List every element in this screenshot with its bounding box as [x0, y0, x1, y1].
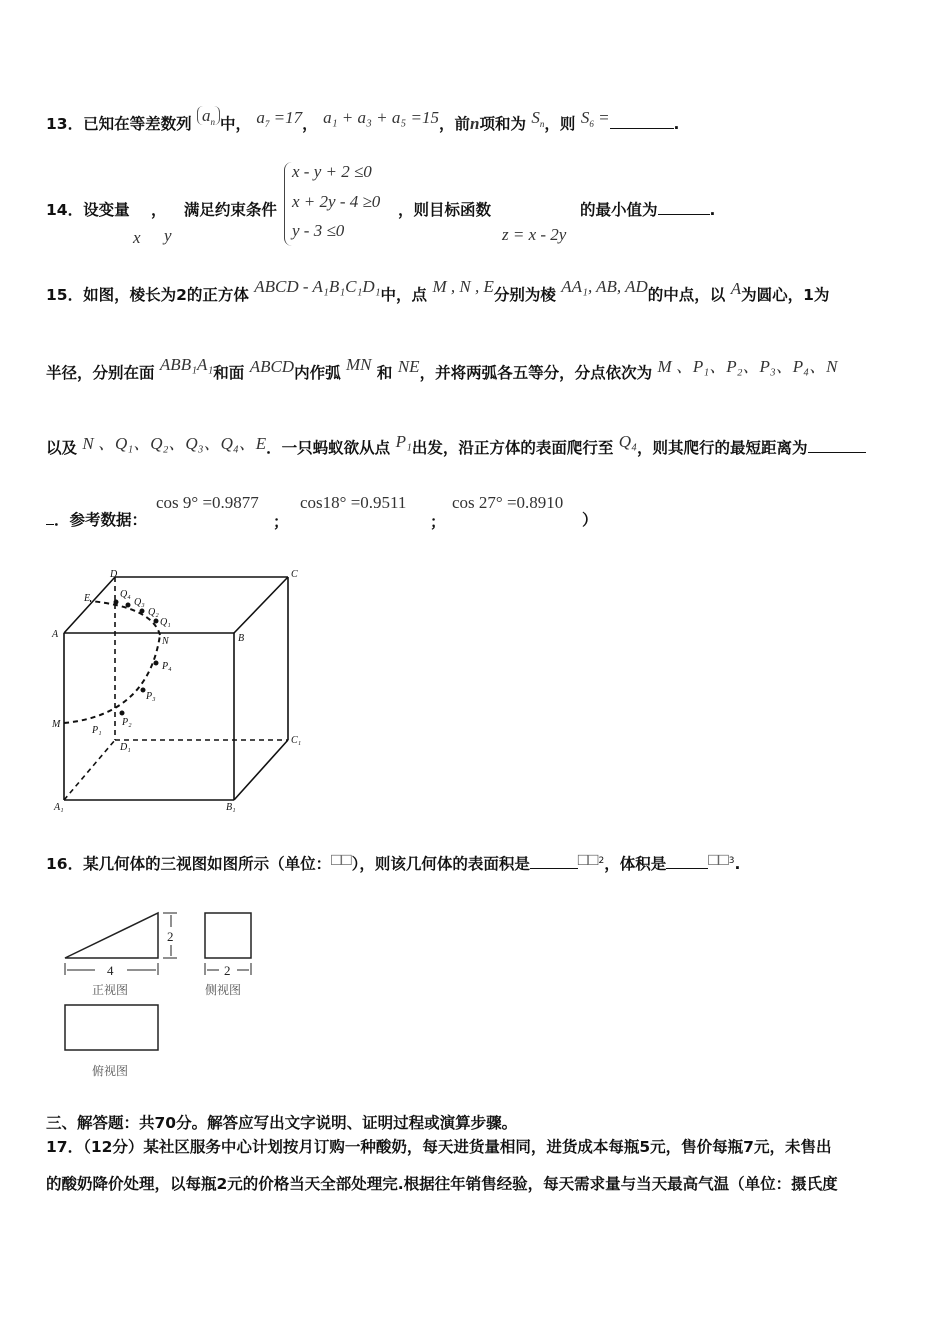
q13-sn-s: S: [531, 108, 540, 127]
q13-eq1-sub: 7: [264, 119, 270, 129]
q15-l2c: 内作弧: [294, 364, 341, 382]
label-Q1: Q₁: [160, 617, 171, 628]
q15-plist: M 、P₁、P₂、P₃、P₄、N: [657, 357, 838, 376]
q13-eq1: [256, 108, 302, 127]
top-view-rectangle: [65, 1005, 158, 1050]
q13-seq-a: a: [202, 106, 211, 125]
q15-semi1: ；: [273, 513, 289, 531]
q14-constraint-3: y - 3 ≤0: [292, 221, 345, 240]
point-Q1: [154, 619, 159, 624]
q15-blank-end: [46, 524, 54, 525]
q15-arc2: NE: [397, 357, 420, 376]
label-P1: P₁: [92, 725, 102, 736]
q15-cos3: cos 27° =0.8910: [452, 493, 564, 512]
q16-volume-blank[interactable]: [666, 868, 708, 869]
q16-unit3: □□: [708, 850, 729, 869]
q15-l3d: ，则其爬行的最短距离为: [636, 439, 808, 457]
label-M: M: [52, 719, 61, 730]
q13-text2: 中，: [220, 115, 252, 133]
q15-l2b: 和面: [213, 364, 245, 382]
q13-eq1-rhs: =17: [269, 108, 303, 127]
q16-sup2: 2: [598, 855, 605, 866]
q15-l3c: 出发，沿正方体的表面爬行至: [411, 439, 614, 457]
q13-text3: ，前: [438, 115, 470, 133]
q14-tail: [580, 198, 715, 220]
side-view-label: 侧视图: [205, 983, 242, 997]
q16-end: .: [734, 855, 741, 873]
arc-MN: [64, 635, 160, 723]
q13-sep: ，: [302, 115, 318, 133]
q15-l3a: 以及: [46, 439, 78, 457]
q16-text1: 某几何体的三视图如图所示（单位：: [83, 855, 332, 873]
q13-s6-s: S: [580, 108, 590, 127]
question-16: [46, 852, 740, 874]
q14-text3: ，则目标函数: [398, 201, 492, 219]
q15-cos2: cos18° =0.9511: [300, 493, 407, 512]
q15-points: M , N , E: [432, 277, 494, 296]
q14-text4: 的最小值为: [580, 201, 658, 219]
point-P3: [141, 688, 146, 693]
point-Q4: [114, 600, 119, 605]
label-C1: C₁: [291, 735, 302, 746]
side-view-square: [205, 913, 251, 958]
label-A: A: [52, 629, 59, 640]
label-D: D: [110, 569, 118, 580]
q15-line3: [46, 433, 866, 458]
q13-sn: [531, 108, 544, 127]
q15-p1: P₁: [395, 432, 412, 451]
q15-A: A: [730, 279, 742, 298]
q15-number: 15．: [46, 286, 84, 304]
q15-l2e: ，并将两弧各五等分，分点依次为: [419, 364, 653, 382]
front-view-triangle: [65, 913, 158, 958]
label-Q2: Q₂: [148, 607, 159, 618]
q15-cube: ABCD - A₁B₁C₁D₁: [254, 277, 381, 296]
top-view-label: 俯视图: [92, 1064, 129, 1078]
question-13: [46, 106, 680, 134]
q15-line4: [46, 508, 147, 530]
q17-line1: 17．（12分）某社区服务中心计划按月订购一种酸奶，每天进货量相同，进货成本每瓶5元，售价每瓶7元，未售出: [46, 1138, 832, 1156]
label-P4: P₄: [162, 661, 172, 672]
q13-text4: 项和为: [479, 115, 526, 133]
q16-number: 16．: [46, 855, 84, 873]
label-Q3: Q₃: [134, 597, 145, 608]
q15-cos1: cos 9° =0.9877: [156, 493, 259, 512]
q16-text3: ，体积是: [604, 855, 667, 873]
q15-l3b: ．一只蚂蚁欲从点: [266, 439, 391, 457]
q16-unit2: □□: [577, 850, 599, 869]
three-view-figure: [55, 905, 275, 1085]
q13-answer-blank[interactable]: [610, 128, 674, 129]
q14-text1: 设变量: [83, 201, 130, 219]
q13-end: .: [673, 115, 680, 133]
q15-line1: [46, 277, 830, 305]
q15-face1: ABB₁A₁: [159, 355, 214, 374]
q13-text5: ，则: [544, 115, 576, 133]
q15-close: ）: [582, 511, 598, 529]
q15-l2a: 半径，分别在面: [46, 364, 155, 382]
q16-unit: □□: [331, 850, 352, 869]
question-14-line: [46, 198, 277, 220]
q14-answer-blank[interactable]: [658, 214, 710, 215]
q13-s6-eq: =: [593, 108, 610, 127]
q13-sequence: [197, 106, 220, 125]
q15-edges: AA₁, AB, AD: [561, 277, 648, 296]
label-N: N: [162, 636, 169, 647]
q13-s6: [581, 108, 610, 127]
label-A1: A₁: [54, 802, 64, 813]
point-Q2: [140, 609, 145, 614]
q14-var-y: y: [164, 226, 172, 245]
q15-qlist: N 、Q₁、Q₂、Q₃、Q₄、E: [82, 434, 267, 453]
point-P2: [120, 711, 125, 716]
q13-eq2: a₁ + a₃ + a₅ =15: [323, 108, 439, 127]
q13-seq-sub: n: [210, 117, 215, 127]
q15-l4a: ．参考数据：: [54, 511, 148, 529]
label-D1: D₁: [120, 742, 131, 753]
label-B1: B₁: [226, 802, 236, 813]
q13-sn-sub: n: [539, 119, 545, 129]
q16-sup3: 3: [728, 855, 735, 866]
label-C: C: [291, 569, 298, 580]
q15-l2d: 和: [376, 364, 393, 382]
dim-height-label: 2: [167, 929, 174, 944]
q15-answer-blank[interactable]: [808, 452, 866, 453]
label-B: B: [238, 633, 245, 644]
q14-var-x: x: [133, 228, 141, 247]
q14-comma: ，: [151, 201, 167, 219]
point-P4: [154, 661, 159, 666]
label-P2: P₂: [122, 717, 132, 728]
q15-face2: ABCD: [249, 357, 295, 376]
label-P3: P₃: [146, 691, 156, 702]
q15-line2: [46, 355, 838, 383]
q13-text: 已知在等差数列: [83, 115, 192, 133]
q16-area-blank[interactable]: [530, 868, 578, 869]
cube-figure: [40, 565, 310, 815]
q13-n: n: [470, 114, 480, 133]
q16-text2: ），则该几何体的表面积是: [351, 855, 530, 873]
q14-constraint-2: x + 2y - 4 ≥0: [292, 192, 381, 211]
q14-text2: 满足约束条件: [183, 201, 277, 219]
q15-l1c: 分别为棱: [493, 286, 556, 304]
q15-q4: Q₄: [618, 432, 637, 451]
front-view-label: 正视图: [92, 983, 129, 997]
q14-end: .: [709, 201, 716, 219]
q14-objective: z = x - 2y: [502, 225, 567, 244]
section-3-title: 三、解答题：共70分。解答应写出文字说明、证明过程或演算步骤。: [46, 1114, 518, 1132]
q13-eq1-a: a: [256, 108, 265, 127]
q15-l1a: 如图，棱长为2的正方体: [83, 286, 249, 304]
edge-BC: [234, 577, 288, 633]
q15-l1e: 为圆心，1为: [741, 286, 830, 304]
edge-A1D1: [64, 740, 115, 800]
q15-arc1: MN: [346, 355, 372, 374]
q13-s6-sub: 6: [589, 119, 594, 129]
q15-l1b: 中，点: [380, 286, 428, 304]
label-Q4: Q₄: [120, 589, 131, 600]
q13-number: 13．: [46, 115, 84, 133]
q17-line2: 的酸奶降价处理，以每瓶2元的价格当天全部处理完.根据往年销售经验，每天需求量与当天最高气温（单位：摄氏度: [46, 1175, 838, 1193]
edge-AD: [64, 577, 115, 633]
edge-B1C1: [234, 740, 288, 800]
q15-semi2: ；: [430, 513, 446, 531]
dim-front-width-label: 4: [107, 963, 114, 978]
q14-constraint-1: x - y + 2 ≤0: [292, 162, 372, 181]
q14-number: 14．: [46, 201, 84, 219]
dim-side-width-label: 2: [224, 963, 231, 978]
point-Q3: [126, 603, 131, 608]
label-E: E: [84, 593, 91, 604]
q15-l1d: 的中点，以: [647, 286, 726, 304]
